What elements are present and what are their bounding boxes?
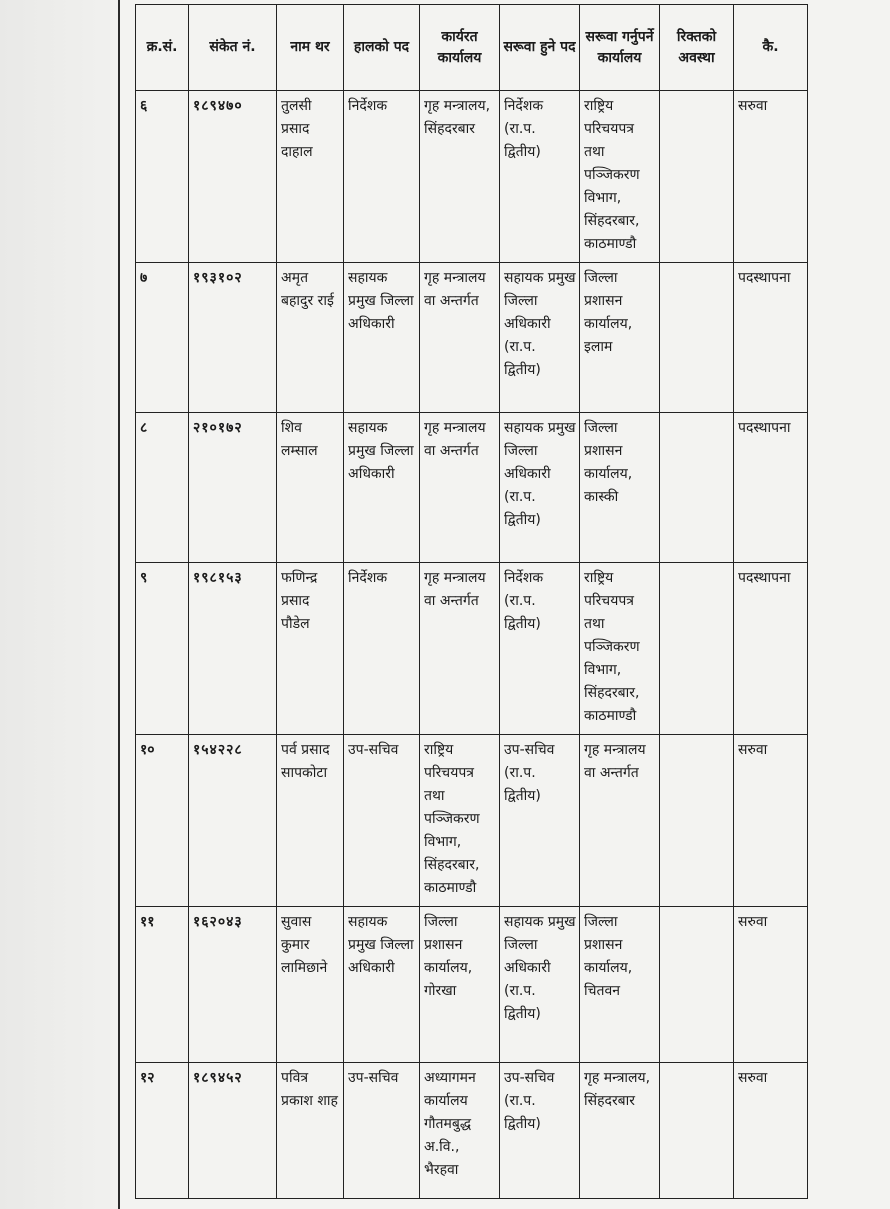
cell-vacancy	[660, 735, 734, 907]
cell-remarks: सरुवा	[734, 91, 808, 263]
cell-code: २१०१७२	[189, 413, 277, 563]
cell-current-office: गृह मन्त्रालय वा अन्तर्गत	[420, 263, 500, 413]
cell-current-post: निर्देशक	[344, 91, 420, 263]
cell-code: १६२०४३	[189, 907, 277, 1063]
table-row	[136, 907, 808, 1063]
cell-transfer-office: राष्ट्रिय परिचयपत्र तथा पञ्जिकरण विभाग, सिंहदरबार, काठमाण्डौ	[580, 563, 660, 735]
cell-code: १८९४५२	[189, 1063, 277, 1199]
table-header-row	[136, 5, 808, 91]
cell-transfer-office: गृह मन्त्रालय वा अन्तर्गत	[580, 735, 660, 907]
cell-remarks: पदस्थापना	[734, 263, 808, 413]
cell-vacancy	[660, 1063, 734, 1199]
cell-vacancy	[660, 413, 734, 563]
cell-transfer-post: निर्देशक (रा.प. द्वितीय)	[500, 91, 580, 263]
header-code: संकेत नं.	[189, 5, 277, 91]
cell-transfer-post: निर्देशक (रा.प. द्वितीय)	[500, 563, 580, 735]
cell-sn: ९	[136, 563, 189, 735]
header-remarks: कै.	[734, 5, 808, 91]
table-row	[136, 1063, 808, 1199]
cell-current-office: गृह मन्त्रालय, सिंहदरबार	[420, 91, 500, 263]
cell-current-office: जिल्ला प्रशासन कार्यालय, गोरखा	[420, 907, 500, 1063]
cell-vacancy	[660, 91, 734, 263]
cell-current-post: सहायक प्रमुख जिल्ला अधिकारी	[344, 413, 420, 563]
cell-sn: ११	[136, 907, 189, 1063]
cell-current-office: राष्ट्रिय परिचयपत्र तथा पञ्जिकरण विभाग, सिंहदरबार, काठमाण्डौ	[420, 735, 500, 907]
cell-vacancy	[660, 563, 734, 735]
cell-remarks: सरुवा	[734, 1063, 808, 1199]
cell-transfer-post: सहायक प्रमुख जिल्ला अधिकारी (रा.प. द्वितीय)	[500, 413, 580, 563]
cell-transfer-office: जिल्ला प्रशासन कार्यालय, इलाम	[580, 263, 660, 413]
cell-sn: ८	[136, 413, 189, 563]
cell-sn: १०	[136, 735, 189, 907]
cell-name: फणिन्द्र प्रसाद पौडेल	[277, 563, 344, 735]
cell-current-post: उप-सचिव	[344, 735, 420, 907]
cell-name: सुवास कुमार लामिछाने	[277, 907, 344, 1063]
table-row	[136, 263, 808, 413]
header-current-office: कार्यरत कार्यालय	[420, 5, 500, 91]
header-sn: क्र.सं.	[136, 5, 189, 91]
cell-remarks: पदस्थापना	[734, 563, 808, 735]
cell-name: अमृत बहादुर राई	[277, 263, 344, 413]
cell-name: तुलसी प्रसाद दाहाल	[277, 91, 344, 263]
cell-code: १९३१०२	[189, 263, 277, 413]
transfer-table	[135, 4, 808, 1199]
cell-current-post: उप-सचिव	[344, 1063, 420, 1199]
cell-transfer-office: जिल्ला प्रशासन कार्यालय, चितवन	[580, 907, 660, 1063]
cell-transfer-post: सहायक प्रमुख जिल्ला अधिकारी (रा.प. द्वितीय)	[500, 907, 580, 1063]
table-row	[136, 413, 808, 563]
cell-code: १८९४७०	[189, 91, 277, 263]
cell-remarks: सरुवा	[734, 735, 808, 907]
cell-sn: ६	[136, 91, 189, 263]
cell-remarks: पदस्थापना	[734, 413, 808, 563]
cell-transfer-office: राष्ट्रिय परिचयपत्र तथा पञ्जिकरण विभाग, सिंहदरबार, काठमाण्डौ	[580, 91, 660, 263]
page-left-margin	[0, 0, 118, 1209]
margin-rule-line	[118, 0, 120, 1209]
cell-remarks: सरुवा	[734, 907, 808, 1063]
cell-current-office: गृह मन्त्रालय वा अन्तर्गत	[420, 413, 500, 563]
table-row	[136, 91, 808, 263]
cell-current-office: अध्यागमन कार्यालय गौतमबुद्ध अ.वि., भैरहवा	[420, 1063, 500, 1199]
cell-transfer-office: गृह मन्त्रालय, सिंहदरबार	[580, 1063, 660, 1199]
cell-name: पवित्र प्रकाश शाह	[277, 1063, 344, 1199]
cell-name: पर्व प्रसाद सापकोटा	[277, 735, 344, 907]
table-row	[136, 735, 808, 907]
cell-vacancy	[660, 907, 734, 1063]
cell-transfer-office: जिल्ला प्रशासन कार्यालय, कास्की	[580, 413, 660, 563]
cell-transfer-post: सहायक प्रमुख जिल्ला अधिकारी (रा.प. द्वितीय)	[500, 263, 580, 413]
cell-transfer-post: उप-सचिव (रा.प. द्वितीय)	[500, 735, 580, 907]
cell-code: १५४२२८	[189, 735, 277, 907]
header-transfer-post: सरूवा हुने पद	[500, 5, 580, 91]
cell-current-post: निर्देशक	[344, 563, 420, 735]
cell-sn: ७	[136, 263, 189, 413]
cell-sn: १२	[136, 1063, 189, 1199]
header-name: नाम थर	[277, 5, 344, 91]
cell-code: १९८१५३	[189, 563, 277, 735]
cell-current-post: सहायक प्रमुख जिल्ला अधिकारी	[344, 263, 420, 413]
cell-vacancy	[660, 263, 734, 413]
table-row	[136, 563, 808, 735]
header-vacancy: रिक्तको अवस्था	[660, 5, 734, 91]
header-current-post: हालको पद	[344, 5, 420, 91]
cell-name: शिव लम्साल	[277, 413, 344, 563]
cell-transfer-post: उप-सचिव (रा.प. द्वितीय)	[500, 1063, 580, 1199]
cell-current-post: सहायक प्रमुख जिल्ला अधिकारी	[344, 907, 420, 1063]
header-transfer-office: सरूवा गर्नुपर्ने कार्यालय	[580, 5, 660, 91]
cell-current-office: गृह मन्त्रालय वा अन्तर्गत	[420, 563, 500, 735]
